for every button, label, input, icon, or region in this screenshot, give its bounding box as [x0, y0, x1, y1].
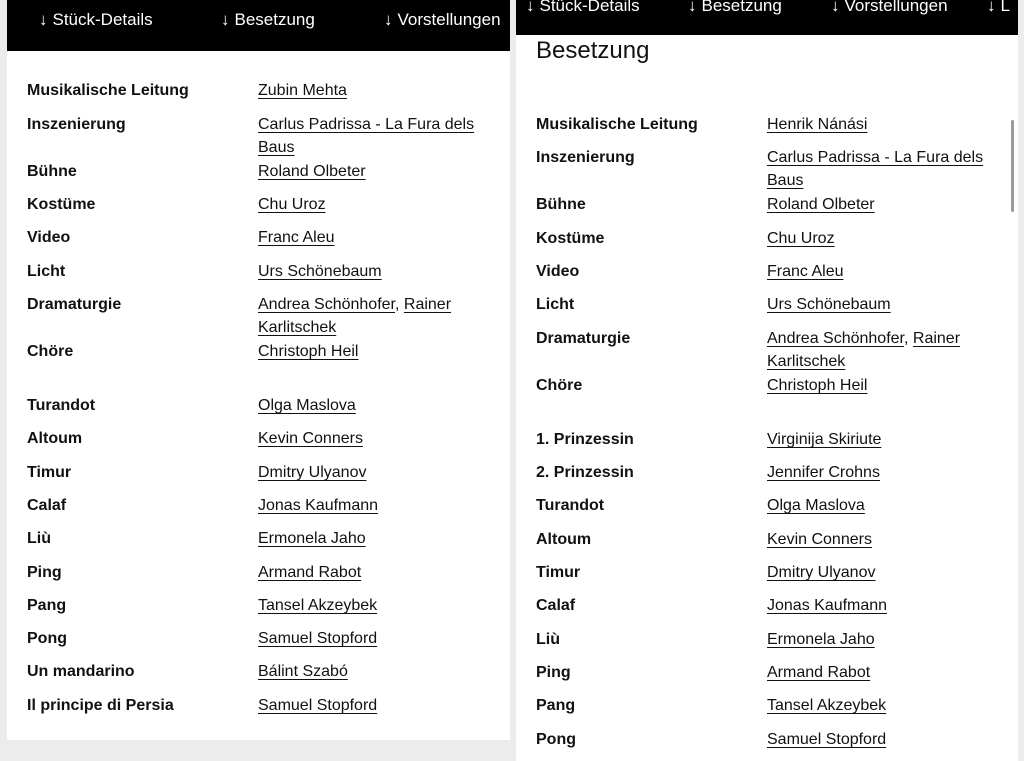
role-label: Ping	[536, 664, 571, 681]
artist-link[interactable]: Zubin Mehta	[258, 82, 347, 99]
artist-links	[767, 628, 1007, 651]
artist-links	[767, 461, 1007, 484]
artist-links	[767, 428, 1007, 451]
artist-links	[767, 260, 1007, 283]
role-label: Video	[536, 263, 580, 280]
role-label: Il principe di Persia	[27, 697, 174, 714]
role-label: Licht	[536, 296, 575, 313]
artist-link[interactable]: Roland Olbeter	[258, 163, 366, 180]
artist-link[interactable]: Carlus Padrissa - La Fura dels Baus	[767, 149, 984, 189]
artist-links	[258, 340, 498, 363]
arrow-down-icon: ↓	[39, 10, 48, 29]
role-label: Turandot	[27, 397, 96, 414]
artist-links	[767, 327, 1007, 373]
nav-link-stueck-details[interactable]	[39, 10, 153, 30]
artist-link[interactable]: Armand Rabot	[258, 564, 362, 581]
role-label: Altoum	[536, 531, 592, 548]
artist-link[interactable]: Christoph Heil	[767, 377, 868, 394]
nav-link-besetzung[interactable]	[688, 0, 782, 16]
role-label: Musikalische Leitung	[27, 82, 189, 99]
artist-links	[767, 694, 1007, 717]
artist-links	[258, 461, 498, 484]
role-label: Dramaturgie	[27, 296, 122, 313]
artist-link[interactable]: Bálint Szabó	[258, 663, 348, 680]
artist-links	[767, 193, 1007, 216]
role-label: Pang	[536, 697, 576, 714]
role-label: Chöre	[536, 377, 583, 394]
nav-link-overflow[interactable]	[987, 0, 1010, 16]
nav-link-label: Besetzung	[234, 10, 315, 29]
role-label: Bühne	[536, 196, 586, 213]
artist-links	[767, 728, 1007, 751]
artist-link[interactable]: Chu Uroz	[258, 196, 326, 213]
role-label: Altoum	[27, 430, 83, 447]
role-label: Pong	[27, 630, 67, 647]
left-pane	[7, 0, 510, 740]
role-label: Liù	[27, 530, 51, 547]
scrollbar-thumb[interactable]	[1011, 120, 1014, 212]
artist-link[interactable]: Dmitry Ulyanov	[258, 464, 367, 481]
nav-link-label: Besetzung	[701, 0, 782, 15]
artist-links	[767, 528, 1007, 551]
artist-link[interactable]: Armand Rabot	[767, 664, 871, 681]
arrow-down-icon: ↓	[384, 10, 393, 29]
artist-links	[258, 427, 498, 450]
artist-link[interactable]: Dmitry Ulyanov	[767, 564, 876, 581]
artist-link[interactable]: Jennifer Crohns	[767, 464, 880, 481]
artist-links	[767, 146, 1007, 192]
artist-link[interactable]: Rainer Karlitschek	[767, 330, 961, 370]
role-label: Inszenierung	[536, 149, 635, 166]
nav-link-label: Vorstellungen	[397, 10, 501, 29]
role-label: Calaf	[27, 497, 67, 514]
artist-link[interactable]: Virginija Skiriute	[767, 431, 882, 448]
role-label: 2. Prinzessin	[536, 464, 634, 481]
artist-link[interactable]: Rainer Karlitschek	[258, 296, 452, 336]
nav-link-label: L	[1000, 0, 1010, 15]
artist-link[interactable]: Ermonela Jaho	[258, 530, 366, 547]
arrow-down-icon: ↓	[831, 0, 840, 15]
artist-links	[258, 527, 498, 550]
role-label: Dramaturgie	[536, 330, 631, 347]
role-label: Un mandarino	[27, 663, 135, 680]
role-label: Ping	[27, 564, 62, 581]
role-label: Pang	[27, 597, 67, 614]
artist-links	[258, 394, 498, 417]
artist-link[interactable]: Urs Schönebaum	[258, 263, 382, 280]
artist-links	[258, 226, 498, 249]
role-label: Kostüme	[27, 196, 96, 213]
nav-link-besetzung[interactable]	[221, 10, 315, 30]
artist-separator: ,	[904, 330, 913, 347]
artist-link[interactable]: Samuel Stopford	[767, 731, 887, 748]
nav-link-vorstellungen[interactable]	[384, 10, 501, 30]
role-label: Chöre	[27, 343, 74, 360]
artist-links	[258, 494, 498, 517]
artist-link[interactable]: Jonas Kaufmann	[767, 597, 888, 614]
artist-separator: ,	[395, 296, 404, 313]
role-label: Licht	[27, 263, 66, 280]
artist-link[interactable]: Christoph Heil	[258, 343, 359, 360]
section-title: Besetzung	[536, 37, 650, 64]
artist-links	[258, 260, 498, 283]
artist-link[interactable]: Carlus Padrissa - La Fura dels Baus	[258, 116, 475, 156]
arrow-down-icon: ↓	[987, 0, 996, 15]
artist-link[interactable]: Samuel Stopford	[258, 630, 378, 647]
role-label: Inszenierung	[27, 116, 126, 133]
role-label: Timur	[27, 464, 72, 481]
artist-link[interactable]: Jonas Kaufmann	[258, 497, 379, 514]
role-label: Turandot	[536, 497, 605, 514]
artist-link[interactable]: Andrea Schönhofer	[767, 330, 904, 347]
artist-link[interactable]: Ermonela Jaho	[767, 631, 875, 648]
role-label: Liù	[536, 631, 560, 648]
section-nav-bar	[7, 0, 510, 51]
artist-link[interactable]: Olga Maslova	[258, 397, 356, 414]
artist-link[interactable]: Franc Aleu	[258, 229, 335, 246]
artist-link[interactable]: Tansel Akzeybek	[767, 697, 887, 714]
artist-links	[258, 193, 498, 216]
artist-link[interactable]: Roland Olbeter	[767, 196, 875, 213]
artist-link[interactable]: Urs Schönebaum	[767, 296, 891, 313]
artist-links	[767, 561, 1007, 584]
role-label: Kostüme	[536, 230, 605, 247]
right-pane	[516, 0, 1018, 761]
artist-links	[767, 661, 1007, 684]
nav-link-label: Stück-Details	[52, 10, 153, 29]
artist-links	[258, 293, 498, 339]
artist-link[interactable]: Samuel Stopford	[258, 697, 378, 714]
artist-links	[767, 227, 1007, 250]
artist-links	[258, 79, 498, 102]
artist-links	[767, 594, 1007, 617]
artist-link[interactable]: Chu Uroz	[767, 230, 835, 247]
artist-links	[767, 494, 1007, 517]
nav-link-vorstellungen[interactable]	[831, 0, 948, 16]
artist-links	[258, 160, 498, 183]
section-nav-bar	[516, 0, 1018, 35]
artist-links	[258, 694, 498, 717]
artist-link[interactable]: Kevin Conners	[767, 531, 872, 548]
artist-link[interactable]: Tansel Akzeybek	[258, 597, 378, 614]
role-label: Timur	[536, 564, 581, 581]
arrow-down-icon: ↓	[688, 0, 697, 15]
role-label: Video	[27, 229, 71, 246]
artist-links	[258, 594, 498, 617]
role-label: Musikalische Leitung	[536, 116, 698, 133]
artist-links	[767, 374, 1007, 397]
artist-link[interactable]: Henrik Nánási	[767, 116, 868, 133]
arrow-down-icon: ↓	[221, 10, 230, 29]
role-label: Calaf	[536, 597, 576, 614]
artist-link[interactable]: Andrea Schönhofer	[258, 296, 395, 313]
nav-link-label: Vorstellungen	[844, 0, 948, 15]
role-label: 1. Prinzessin	[536, 431, 634, 448]
artist-link[interactable]: Olga Maslova	[767, 497, 865, 514]
role-label: Bühne	[27, 163, 77, 180]
arrow-down-icon: ↓	[526, 0, 535, 15]
artist-link[interactable]: Kevin Conners	[258, 430, 363, 447]
nav-link-stueck-details[interactable]	[526, 0, 640, 16]
artist-link[interactable]: Franc Aleu	[767, 263, 844, 280]
artist-links	[258, 627, 498, 650]
artist-links	[767, 113, 1007, 136]
nav-link-label: Stück-Details	[539, 0, 640, 15]
artist-links	[258, 113, 498, 159]
artist-links	[767, 293, 1007, 316]
artist-links	[258, 660, 498, 683]
role-label: Pong	[536, 731, 576, 748]
artist-links	[258, 561, 498, 584]
